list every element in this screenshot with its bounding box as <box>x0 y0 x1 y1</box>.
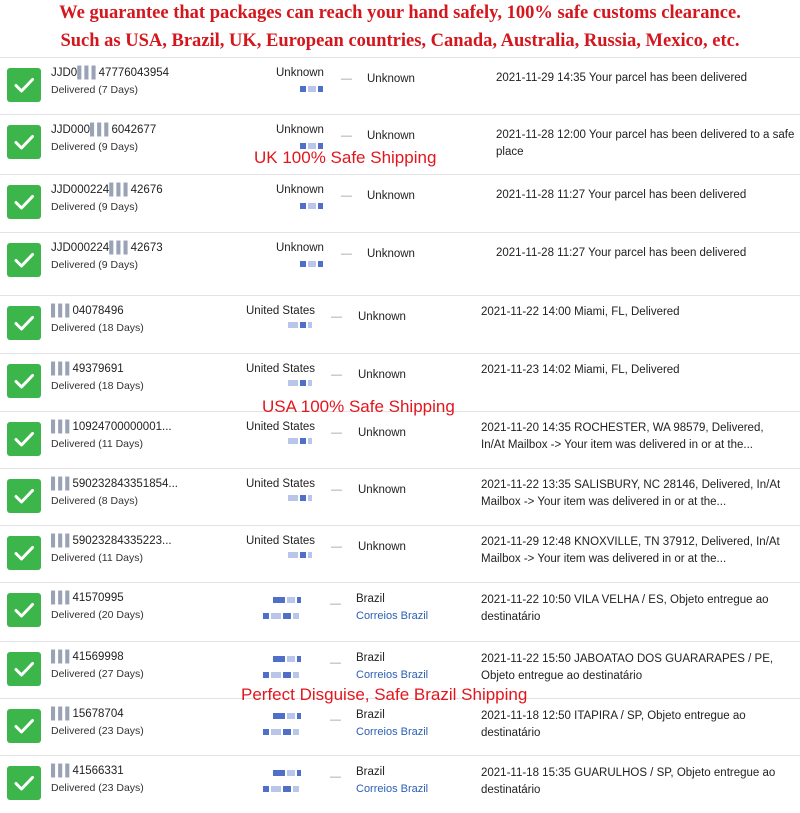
delivered-duration: Delivered (9 Days) <box>51 141 138 153</box>
redacted-origin-detail <box>273 770 301 776</box>
destination-label: Brazil <box>356 652 385 664</box>
redacted-origin-carrier <box>263 613 299 619</box>
tracking-number <box>51 535 172 547</box>
redacted-segment: ▌▌▌ <box>51 305 73 317</box>
shipment-row[interactable] <box>0 582 800 640</box>
redacted-segment: ▌▌▌ <box>51 708 73 720</box>
carrier-link[interactable]: Correios Brazil <box>356 783 429 795</box>
origin-label: United States <box>246 421 316 433</box>
delivered-check-icon <box>7 536 41 570</box>
tracking-number <box>51 242 163 254</box>
destination-label: Unknown <box>367 130 415 142</box>
destination-label: Brazil <box>356 709 385 721</box>
tracking-suffix: 41570995 <box>72 592 124 604</box>
shipment-row[interactable] <box>0 468 800 526</box>
route-arrow-icon: — <box>331 541 342 553</box>
tracking-number <box>51 592 124 604</box>
tracking-number <box>51 765 124 777</box>
tracking-suffix: 47776043954 <box>98 67 170 79</box>
origin-label: United States <box>246 535 316 547</box>
route-arrow-icon: — <box>330 714 341 726</box>
redacted-segment: ▌▌▌ <box>51 535 73 547</box>
destination-label: Unknown <box>358 369 406 381</box>
redacted-segment: ▌▌▌ <box>77 67 99 79</box>
delivered-duration: Delivered (8 Days) <box>51 495 138 507</box>
delivered-duration: Delivered (23 Days) <box>51 782 144 794</box>
redacted-segment: ▌▌▌ <box>90 124 112 136</box>
origin-label: United States <box>246 305 316 317</box>
tracking-number <box>51 184 163 196</box>
delivered-duration: Delivered (11 Days) <box>51 438 144 450</box>
tracking-number <box>51 67 169 79</box>
tracking-suffix: 42676 <box>130 184 163 196</box>
delivered-check-icon <box>7 68 41 102</box>
origin-label: Unknown <box>276 67 324 79</box>
delivered-check-icon <box>7 479 41 513</box>
redacted-segment: ▌▌▌ <box>109 184 131 196</box>
status-text: 2021-11-18 15:35 GUARULHOS / SP, Objeto entregue ao destinatário <box>481 767 776 796</box>
tracking-prefix: JJD000224 <box>51 242 110 254</box>
delivered-duration: Delivered (20 Days) <box>51 609 144 621</box>
redacted-origin-carrier <box>263 672 299 678</box>
carrier-link[interactable]: Correios Brazil <box>356 669 429 681</box>
shipment-row[interactable] <box>0 755 800 813</box>
route-arrow-icon: — <box>341 130 352 142</box>
shipment-row[interactable] <box>0 698 800 756</box>
redacted-origin-detail <box>273 597 301 603</box>
destination-label: Unknown <box>367 73 415 85</box>
redacted-segment: ▌▌▌ <box>51 651 73 663</box>
tracking-suffix: 6042677 <box>111 124 157 136</box>
origin-label: United States <box>246 478 316 490</box>
delivered-check-icon <box>7 243 41 277</box>
redacted-origin-carrier <box>263 786 299 792</box>
tracking-suffix: 590232843351854... <box>72 478 178 490</box>
brazil-overlay-text: Perfect Disguise, Safe Brazil Shipping <box>241 685 528 704</box>
tracking-number <box>51 124 156 136</box>
status-text: 2021-11-29 12:48 KNOXVILLE, TN 37912, Delivered, In/At Mailbox -> Your item was delivered in or at the... <box>481 536 780 565</box>
status-text: 2021-11-22 10:50 VILA VELHA / ES, Objeto entregue ao destinatário <box>481 594 769 623</box>
redacted-origin-detail <box>300 261 323 267</box>
tracking-number <box>51 651 124 663</box>
tracking-suffix: 49379691 <box>72 363 124 375</box>
status-text: 2021-11-23 14:02 Miami, FL, Delivered <box>481 364 680 376</box>
origin-label: United States <box>246 363 316 375</box>
redacted-origin-detail <box>288 552 312 558</box>
redacted-origin-detail <box>300 86 323 92</box>
shipment-row[interactable] <box>0 295 800 353</box>
tracking-suffix: 42673 <box>130 242 163 254</box>
carrier-link[interactable]: Correios Brazil <box>356 610 429 622</box>
redacted-origin-detail <box>273 656 301 662</box>
tracking-prefix: JJD000224 <box>51 184 110 196</box>
delivered-duration: Delivered (11 Days) <box>51 552 144 564</box>
route-arrow-icon: — <box>330 598 341 610</box>
tracking-suffix: 41566331 <box>72 765 124 777</box>
tracking-suffix: 59023284335223... <box>72 535 172 547</box>
delivered-check-icon <box>7 306 41 340</box>
route-arrow-icon: — <box>331 484 342 496</box>
route-arrow-icon: — <box>341 73 352 85</box>
route-arrow-icon: — <box>341 190 352 202</box>
redacted-segment: ▌▌▌ <box>51 363 73 375</box>
delivered-check-icon <box>7 709 41 743</box>
delivered-check-icon <box>7 422 41 456</box>
delivered-duration: Delivered (27 Days) <box>51 668 144 680</box>
destination-label: Unknown <box>358 311 406 323</box>
redacted-segment: ▌▌▌ <box>51 478 73 490</box>
delivered-check-icon <box>7 652 41 686</box>
origin-label: Unknown <box>276 242 324 254</box>
shipment-row[interactable] <box>0 174 800 232</box>
tracking-suffix: 04078496 <box>72 305 124 317</box>
status-text: 2021-11-20 14:35 ROCHESTER, WA 98579, Delivered, In/At Mailbox -> Your item was delivered in or at the... <box>481 422 764 451</box>
delivered-duration: Delivered (9 Days) <box>51 201 138 213</box>
destination-label: Unknown <box>367 248 415 260</box>
route-arrow-icon: — <box>331 311 342 323</box>
status-text: 2021-11-22 13:35 SALISBURY, NC 28146, Delivered, In/At Mailbox -> Your item was delivered in or at the... <box>481 479 781 508</box>
tracking-suffix: 10924700000001... <box>72 421 172 433</box>
route-arrow-icon: — <box>341 248 352 260</box>
shipment-row[interactable] <box>0 57 800 115</box>
redacted-origin-detail <box>273 713 301 719</box>
delivered-duration: Delivered (18 Days) <box>51 380 144 392</box>
delivered-duration: Delivered (7 Days) <box>51 84 138 96</box>
shipment-row[interactable] <box>0 525 800 583</box>
delivered-duration: Delivered (23 Days) <box>51 725 144 737</box>
tracking-number <box>51 421 172 433</box>
destination-label: Brazil <box>356 766 385 778</box>
route-arrow-icon: — <box>330 771 341 783</box>
banner-line-2: Such as USA, Brazil, UK, European countries, Canada, Australia, Russia, Mexico, etc. <box>60 31 740 51</box>
status-text: 2021-11-29 14:35 Your parcel has been delivered <box>496 72 748 84</box>
route-arrow-icon: — <box>331 427 342 439</box>
shipment-row[interactable] <box>0 411 800 469</box>
banner-line-1: We guarantee that packages can reach your hand safely, 100% safe customs clearance. <box>59 3 741 23</box>
tracking-number <box>51 708 124 720</box>
destination-label: Unknown <box>358 427 406 439</box>
redacted-origin-carrier <box>263 729 299 735</box>
redacted-segment: ▌▌▌ <box>109 242 131 254</box>
redacted-origin-detail <box>288 380 312 386</box>
redacted-origin-detail <box>288 438 312 444</box>
delivered-duration: Delivered (9 Days) <box>51 259 138 271</box>
shipment-row[interactable] <box>0 232 800 290</box>
tracking-suffix: 15678704 <box>72 708 124 720</box>
carrier-link[interactable]: Correios Brazil <box>356 726 429 738</box>
delivered-duration: Delivered (18 Days) <box>51 322 144 334</box>
status-text: 2021-11-28 11:27 Your parcel has been delivered <box>496 189 747 201</box>
redacted-origin-detail <box>300 203 323 209</box>
tracking-prefix: JJD000 <box>51 124 90 136</box>
destination-label: Unknown <box>358 484 406 496</box>
route-arrow-icon: — <box>331 369 342 381</box>
delivered-check-icon <box>7 185 41 219</box>
destination-label: Unknown <box>358 541 406 553</box>
status-text: 2021-11-18 12:50 ITAPIRA / SP, Objeto entregue ao destinatário <box>481 710 746 739</box>
origin-label: Unknown <box>276 124 324 136</box>
usa-overlay-text: USA 100% Safe Shipping <box>262 397 455 416</box>
tracking-number <box>51 363 124 375</box>
delivered-check-icon <box>7 766 41 800</box>
tracking-number <box>51 478 178 490</box>
tracking-prefix: JJD0 <box>51 67 78 79</box>
promo-banner <box>0 0 800 58</box>
status-text: 2021-11-28 11:27 Your parcel has been delivered <box>496 247 747 259</box>
redacted-segment: ▌▌▌ <box>51 592 73 604</box>
delivered-check-icon <box>7 125 41 159</box>
uk-overlay-text: UK 100% Safe Shipping <box>254 148 437 167</box>
redacted-origin-detail <box>288 322 312 328</box>
destination-label: Brazil <box>356 593 385 605</box>
redacted-origin-detail <box>288 495 312 501</box>
redacted-segment: ▌▌▌ <box>51 765 73 777</box>
tracking-suffix: 41569998 <box>72 651 124 663</box>
delivered-check-icon <box>7 364 41 398</box>
destination-label: Unknown <box>367 190 415 202</box>
status-text: 2021-11-22 14:00 Miami, FL, Delivered <box>481 306 680 318</box>
redacted-segment: ▌▌▌ <box>51 421 73 433</box>
origin-label: Unknown <box>276 184 324 196</box>
delivered-check-icon <box>7 593 41 627</box>
status-text: 2021-11-28 12:00 Your parcel has been delivered to a safe place <box>496 129 795 158</box>
tracking-number <box>51 305 124 317</box>
route-arrow-icon: — <box>330 657 341 669</box>
status-text: 2021-11-22 15:50 JABOATAO DOS GUARARAPES / PE, Objeto entregue ao destinatário <box>481 653 774 682</box>
